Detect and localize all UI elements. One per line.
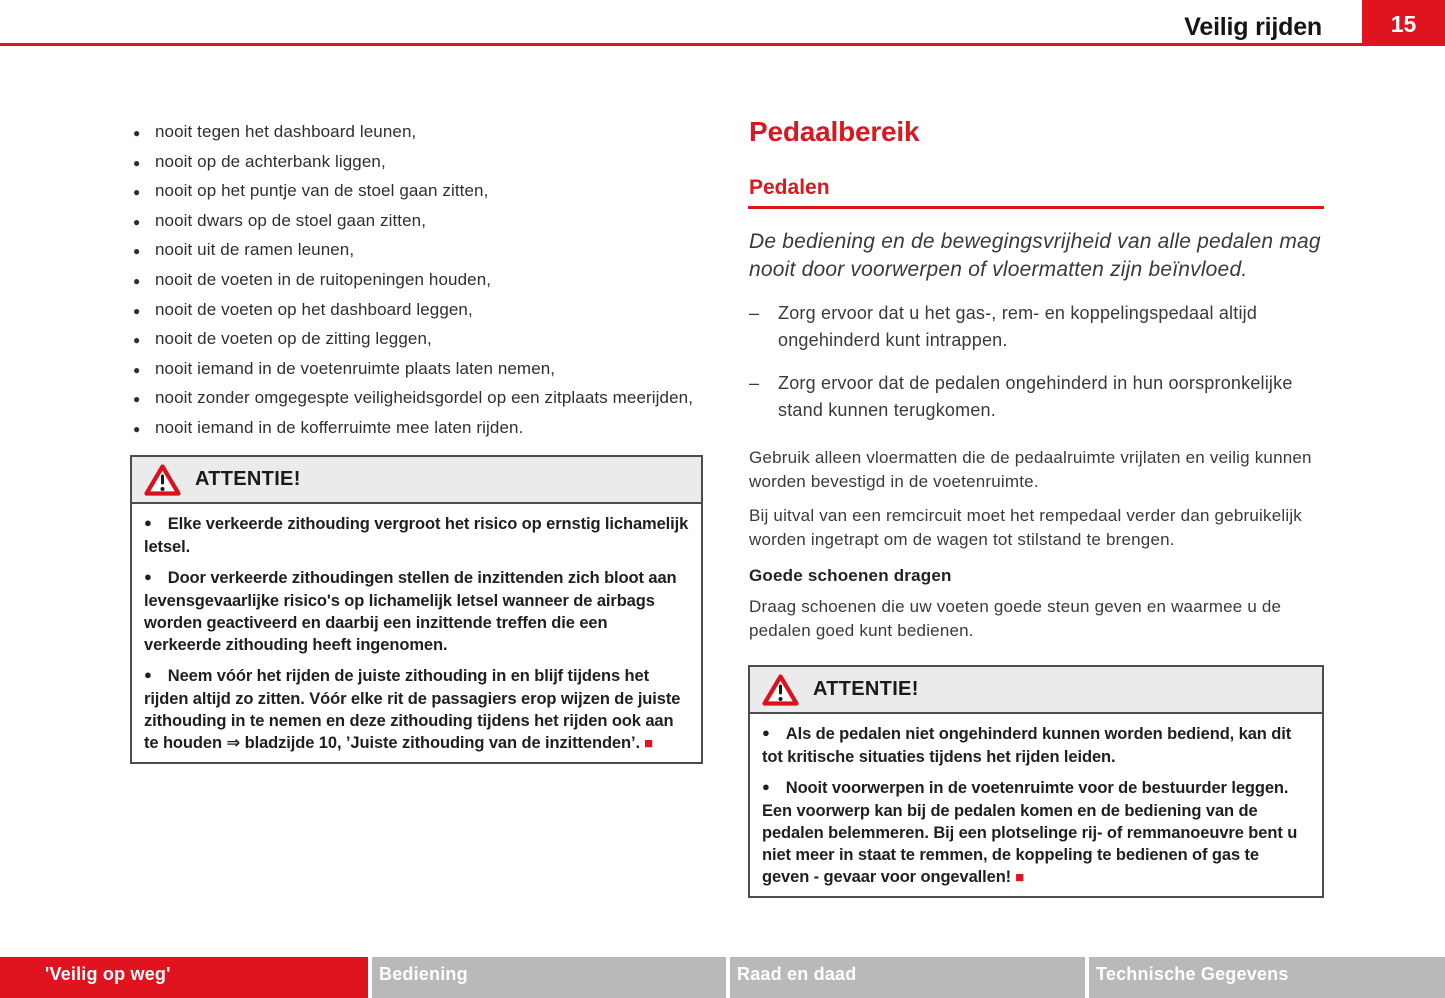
warning-box-body: [132, 504, 701, 762]
warning-item: ● Elke verkeerde zithouding vergroot het risico op ernstig lichamelijk letsel.: [144, 515, 689, 556]
bullet-icon: ●: [133, 333, 141, 348]
footer-section-tabs: [0, 957, 1445, 998]
seating-rule-item: [133, 236, 708, 266]
seating-rule-text: nooit de voeten op de zitting leggen,: [155, 329, 432, 349]
pedal-instructions-list: [749, 300, 1329, 440]
footer-tab-technische-gegevens: [1089, 957, 1445, 998]
seating-rule-item: [133, 207, 708, 237]
pedal-instruction-item: [749, 370, 1329, 423]
seating-rule-text: nooit tegen het dashboard leunen,: [155, 122, 417, 141]
pedal-warning-box: [748, 665, 1324, 898]
bullet-icon: ●: [133, 392, 141, 407]
seating-rule-item: [133, 355, 708, 385]
footer-tab-label: Technische Gegevens: [1096, 963, 1289, 984]
bullet-icon: ●: [144, 569, 152, 584]
warning-box-body: [750, 714, 1322, 896]
bullet-icon: ●: [133, 155, 141, 170]
bullet-icon: ●: [144, 515, 152, 530]
warning-title: ATTENTIE!: [813, 678, 919, 700]
seating-rule-text: nooit de voeten op het dashboard leggen,: [155, 299, 473, 319]
bullet-icon: ●: [133, 362, 141, 377]
bullet-icon: ●: [133, 303, 141, 318]
footer-tab-label: Bediening: [379, 963, 468, 984]
page-title: Pedaalbereik: [749, 116, 920, 147]
warning-box-header: [132, 457, 701, 504]
warning-triangle-icon: [761, 673, 800, 707]
body-paragraph: Draag schoenen die uw voeten goede steun geven en waarmee u de pedalen goed kunt bedienen.: [749, 597, 1282, 640]
bullet-icon: ●: [133, 214, 141, 229]
seating-warning-box: [130, 455, 703, 764]
footer-tab-veilig-op-weg: [0, 957, 368, 998]
section-end-marker-icon: ■: [639, 735, 653, 752]
seating-rule-text: nooit iemand in de voetenruimte plaats laten nemen,: [155, 358, 556, 378]
pedal-instruction-item: [749, 300, 1329, 353]
seating-rule-text: nooit zonder omgegespte veiligheidsgordel op een zitplaats meerijden,: [155, 388, 694, 408]
seating-rule-item: [133, 384, 708, 414]
header-rule: [0, 43, 1362, 46]
footer-tab-label: 'Veilig op weg': [45, 963, 171, 984]
seating-rule-item: [133, 325, 708, 355]
bullet-icon: ●: [133, 185, 141, 200]
warning-title: ATTENTIE!: [195, 468, 301, 490]
seating-rules-list: [133, 118, 708, 444]
seating-rule-item: [133, 414, 708, 444]
dash-icon: –: [749, 373, 760, 393]
seating-rule-item: [133, 148, 708, 178]
warning-item: ● Door verkeerde zithoudingen stellen de inzittenden zich bloot aan levensgevaarlijke risico's op lichamelijk letsel wanneer de airbags worden geactiveerd en daarbij een inzittende treffen die een verkeerde zithouding heeft ingenomen.: [144, 569, 677, 654]
bullet-icon: ●: [762, 725, 770, 740]
bullet-icon: ●: [133, 126, 141, 140]
warning-item: ● Nooit voorwerpen in de voetenruimte voor de bestuurder leggen. Een voorwerp kan bij de pedalen komen en de bediening van de pedalen belemmeren. Bij een plotselinge rij- of remmanoeuvre bent u niet meer in staat te remmen, de koppeling te bedienen of gas te geven - gevaar voor ongevallen! ■: [762, 779, 1298, 886]
section-heading: Pedalen: [749, 176, 830, 199]
bullet-icon: ●: [133, 244, 141, 259]
seating-rule-item: [133, 118, 708, 148]
footer-tab-bediening: [372, 957, 726, 998]
seating-rule-text: nooit de voeten in de ruitopeningen houden,: [155, 269, 492, 289]
section-heading-rule: [748, 206, 1324, 209]
chapter-title: Veilig rijden: [1184, 13, 1322, 41]
warning-box-header: [750, 667, 1322, 714]
pedal-instruction-text: Zorg ervoor dat u het gas-, rem- en koppelingspedaal altijd ongehinderd kunt intrappen.: [778, 303, 1258, 350]
page-number-badge: [1362, 0, 1445, 46]
subsection-heading: Goede schoenen dragen: [749, 566, 952, 585]
warning-triangle-icon: [143, 463, 182, 497]
section-end-marker-icon: ■: [1011, 869, 1025, 886]
bullet-icon: ●: [762, 779, 770, 794]
warning-item: ● Als de pedalen niet ongehinderd kunnen worden bediend, kan dit tot kritische situaties tijdens het rijden leiden.: [762, 725, 1292, 766]
seating-rule-text: nooit op de achterbank liggen,: [155, 151, 386, 171]
footer-tab-raad-en-daad: [730, 957, 1085, 998]
warning-item: ● Neem vóór het rijden de juiste zithouding in en blijf tijdens het rijden altijd zo zitten. Vóór elke rit de passagiers erop wijzen de juiste zithouding in te nemen en deze zithouding tijdens het rijden ook aan te houden ⇒ bladzijde 10, ’Juiste zithouding van de inzittenden’. ■: [144, 667, 681, 752]
footer-tab-label: Raad en daad: [737, 963, 857, 984]
body-paragraph: Gebruik alleen vloermatten die de pedaalruimte vrijlaten en veilig kunnen worden bevestigd in de voetenruimte.: [749, 448, 1312, 491]
lead-paragraph: De bediening en de bewegingsvrijheid van alle pedalen mag nooit door voorwerpen of vloermatten zijn beïnvloed.: [749, 230, 1321, 281]
seating-rule-item: [133, 266, 708, 296]
page-number: 15: [1390, 11, 1417, 37]
seating-rule-text: nooit op het puntje van de stoel gaan zitten,: [155, 181, 489, 201]
seating-rule-text: nooit uit de ramen leunen,: [155, 240, 355, 260]
body-paragraph: Bij uitval van een remcircuit moet het rempedaal verder dan gebruikelijk worden ingetrapt om de wagen tot stilstand te brengen.: [749, 506, 1302, 549]
seating-rule-item: [133, 177, 708, 207]
bullet-icon: ●: [133, 421, 141, 436]
dash-icon: –: [749, 303, 760, 323]
seating-rule-text: nooit dwars op de stoel gaan zitten,: [155, 210, 427, 230]
bullet-icon: ●: [133, 273, 141, 288]
pedal-instruction-text: Zorg ervoor dat de pedalen ongehinderd in hun oorspronkelijke stand kunnen terugkomen.: [778, 373, 1293, 420]
bullet-icon: ●: [144, 667, 152, 682]
seating-rule-item: [133, 296, 708, 326]
seating-rule-text: nooit iemand in de kofferruimte mee laten rijden.: [155, 417, 524, 437]
